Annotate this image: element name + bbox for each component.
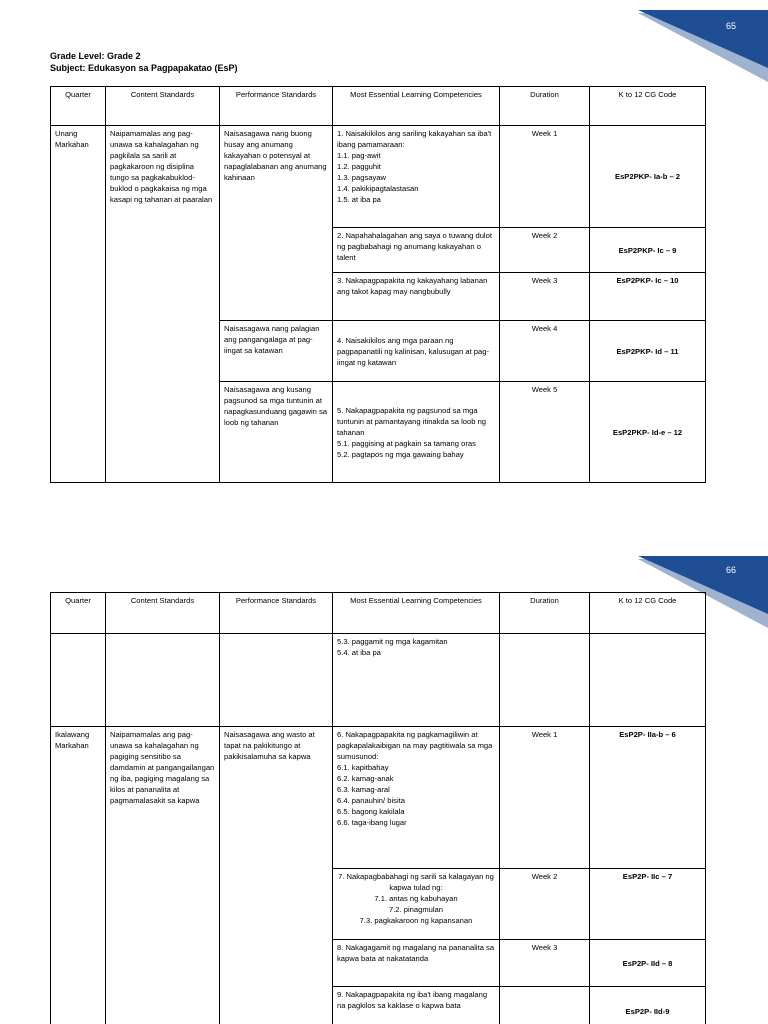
competency-line: 6.2. kamag-anak <box>337 774 394 783</box>
header-duration: Duration <box>500 87 590 126</box>
duration-cell: Week 3 <box>500 940 590 987</box>
competency-cell: 4. Naisakikilos ang mga paraan ng pagpapanatili ng kalinisan, kalusugan at pag-iingat ng katawan <box>333 321 500 382</box>
competency-cell <box>333 869 500 940</box>
competency-line: 5.1. paggising at pagkain sa tamang oras <box>337 438 476 448</box>
competency-line: 5.3. paggamit ng mga kagamitan <box>337 637 448 646</box>
table-row <box>51 634 706 727</box>
duration-cell: Week 5 <box>500 382 590 483</box>
content-standard-cell: Naipamamalas ang pag-unawa sa kahalagahan ng pagiging sensitibo sa damdamin at pangangailangan ng iba, pagiging magalang sa kilos at pananalita at pagmamalasakit sa kapwa <box>106 727 220 1024</box>
competency-line: 7.2. pinagmulan <box>388 905 444 914</box>
table-header-row <box>51 593 706 634</box>
header-cg-code: K to 12 CG Code <box>590 87 706 126</box>
table-header-row <box>51 87 706 126</box>
header-quarter: Quarter <box>51 593 106 634</box>
competency-cell <box>333 727 500 869</box>
page-66 <box>0 512 768 1024</box>
competency-line: 7. Nakapagbabahagi ng sarili sa kalagayan ng kapwa tulad ng: <box>338 872 494 892</box>
table-row <box>51 727 706 869</box>
competency-cell: 3. Nakapagpapakita ng kakayahang labanan ang takot kapag may nangbubully <box>333 273 500 321</box>
cg-code-cell: EsP2P- IId – 8 <box>590 940 706 987</box>
empty-cell <box>590 634 706 727</box>
competency-cell: 8. Nakagagamit ng magalang na pananalita sa kapwa bata at nakatatanda <box>333 940 500 987</box>
header-content-standards: Content Standards <box>106 87 220 126</box>
cg-code-cell: EsP2P- IId-9 <box>590 987 706 1024</box>
competency-line: 5. Nakapagpapakita ng pagsunod sa mga tuntunin at pamantayang itinakda sa loob ng tahanan <box>337 405 487 437</box>
empty-cell <box>500 634 590 727</box>
header-competencies: Most Essential Learning Competencies <box>333 87 500 126</box>
cg-code-cell: EsP2PKP- Id-e – 12 <box>590 382 706 483</box>
performance-standard-cell: Naisasagawa nang palagian ang pangangalaga at pag-iingat sa katawan <box>220 321 333 382</box>
table-row <box>51 126 706 228</box>
page-number: 66 <box>726 565 737 575</box>
grade-level: Grade Level: Grade 2 <box>50 51 141 61</box>
competency-line: 5.2. pagtapos ng mga gawaing bahay <box>337 449 464 459</box>
empty-cell <box>220 634 333 727</box>
duration-cell: Week 3 <box>500 273 590 321</box>
competency-line: 6.4. panauhin/ bisita <box>337 796 405 805</box>
performance-standard-cell: Naisasagawa ang kusang pagsunod sa mga tuntunin at napagkasunduang gagawin sa loob ng tahanan <box>220 382 333 483</box>
header-quarter: Quarter <box>51 87 106 126</box>
curriculum-table <box>50 592 706 1024</box>
cg-code-cell: EsP2PKP- Ic – 9 <box>590 228 706 273</box>
competency-line: 6. Nakapagpapakita ng pagkamagiliwin at pagkapalakaibigan na may pagtitiwala sa mga sumusunod: <box>337 730 493 761</box>
competency-cell: 9. Nakapagpapakita ng iba't ibang magalang na pagkilos sa kaklase o kapwa bata <box>333 987 500 1024</box>
competency-line: 1.3. pagsayaw <box>337 173 386 182</box>
competency-cell <box>333 382 500 483</box>
competency-cell: 2. Napahahalagahan ang saya o tuwang dulot ng pagbabahagi ng anumang kakayahan o talent <box>333 228 500 273</box>
duration-cell: Week 2 <box>500 228 590 273</box>
duration-cell: Week 1 <box>500 727 590 869</box>
header-performance-standards: Performance Standards <box>220 87 333 126</box>
header-content-standards: Content Standards <box>106 593 220 634</box>
performance-standard-cell: Naisasagawa nang buong husay ang anumang kakayahan o potensyal at napaglalabanan ang anumang kahinaan <box>220 126 333 321</box>
competency-line: 1.4. pakikipagtalastasan <box>337 184 419 193</box>
competency-cell <box>333 634 500 727</box>
page-number: 65 <box>726 21 737 31</box>
cg-code-cell: EsP2PKP- Id – 11 <box>590 321 706 382</box>
cg-code-cell: EsP2P- IIc – 7 <box>590 869 706 940</box>
competency-line: 1.2. pagguhit <box>337 162 381 171</box>
duration-cell: Week 2 <box>500 869 590 940</box>
competency-line: 5.4. at iba pa <box>337 648 381 657</box>
empty-cell <box>106 634 220 727</box>
quarter-cell: Ikalawang Markahan <box>51 727 106 1024</box>
header-duration: Duration <box>500 593 590 634</box>
cg-code-cell: EsP2PKP- Ic – 10 <box>590 273 706 321</box>
competency-line: 6.3. kamag-aral <box>337 785 390 794</box>
competency-line: 7.1. antas ng kabuhayan <box>374 894 458 903</box>
competency-line: 6.6. taga-ibang lugar <box>337 818 407 827</box>
quarter-cell: Unang Markahan <box>51 126 106 483</box>
competency-cell <box>333 126 500 228</box>
header-performance-standards: Performance Standards <box>220 593 333 634</box>
cg-code-cell: EsP2PKP- Ia-b – 2 <box>590 126 706 228</box>
competency-line: 1. Naisakikilos ang sariling kakayahan sa iba't ibang pamamaraan: <box>337 129 492 149</box>
competency-line: 6.5. bagong kakilala <box>337 807 405 816</box>
content-standard-cell: Naipamamalas ang pag-unawa sa kahalagahan ng pagkilala sa sarili at pagkakaroon ng disiplina tungo sa pagkakabuklod-buklod o pagkakaisa ng mga kasapi ng tahanan at paaralan <box>106 126 220 483</box>
competency-line: 7.3. pagkakaroon ng kapansanan <box>359 916 473 925</box>
competency-line: 1.1. pag-awit <box>337 151 381 160</box>
duration-cell: Week 4 <box>500 321 590 382</box>
duration-cell: Week 1 <box>500 126 590 228</box>
competency-line: 6.1. kapitbahay <box>337 763 389 772</box>
competency-line: 1.5. at iba pa <box>337 195 381 204</box>
curriculum-table <box>50 86 706 483</box>
header-cg-code: K to 12 CG Code <box>590 593 706 634</box>
subject: Subject: Edukasyon sa Pagpapakatao (EsP) <box>50 63 238 73</box>
cg-code-cell: EsP2P- IIa-b – 6 <box>590 727 706 869</box>
performance-standard-cell: Naisasagawa ang wasto at tapat na pakikitungo at pakikisalamuha sa kapwa <box>220 727 333 1024</box>
header-competencies: Most Essential Learning Competencies <box>333 593 500 634</box>
duration-cell <box>500 987 590 1024</box>
empty-cell <box>51 634 106 727</box>
